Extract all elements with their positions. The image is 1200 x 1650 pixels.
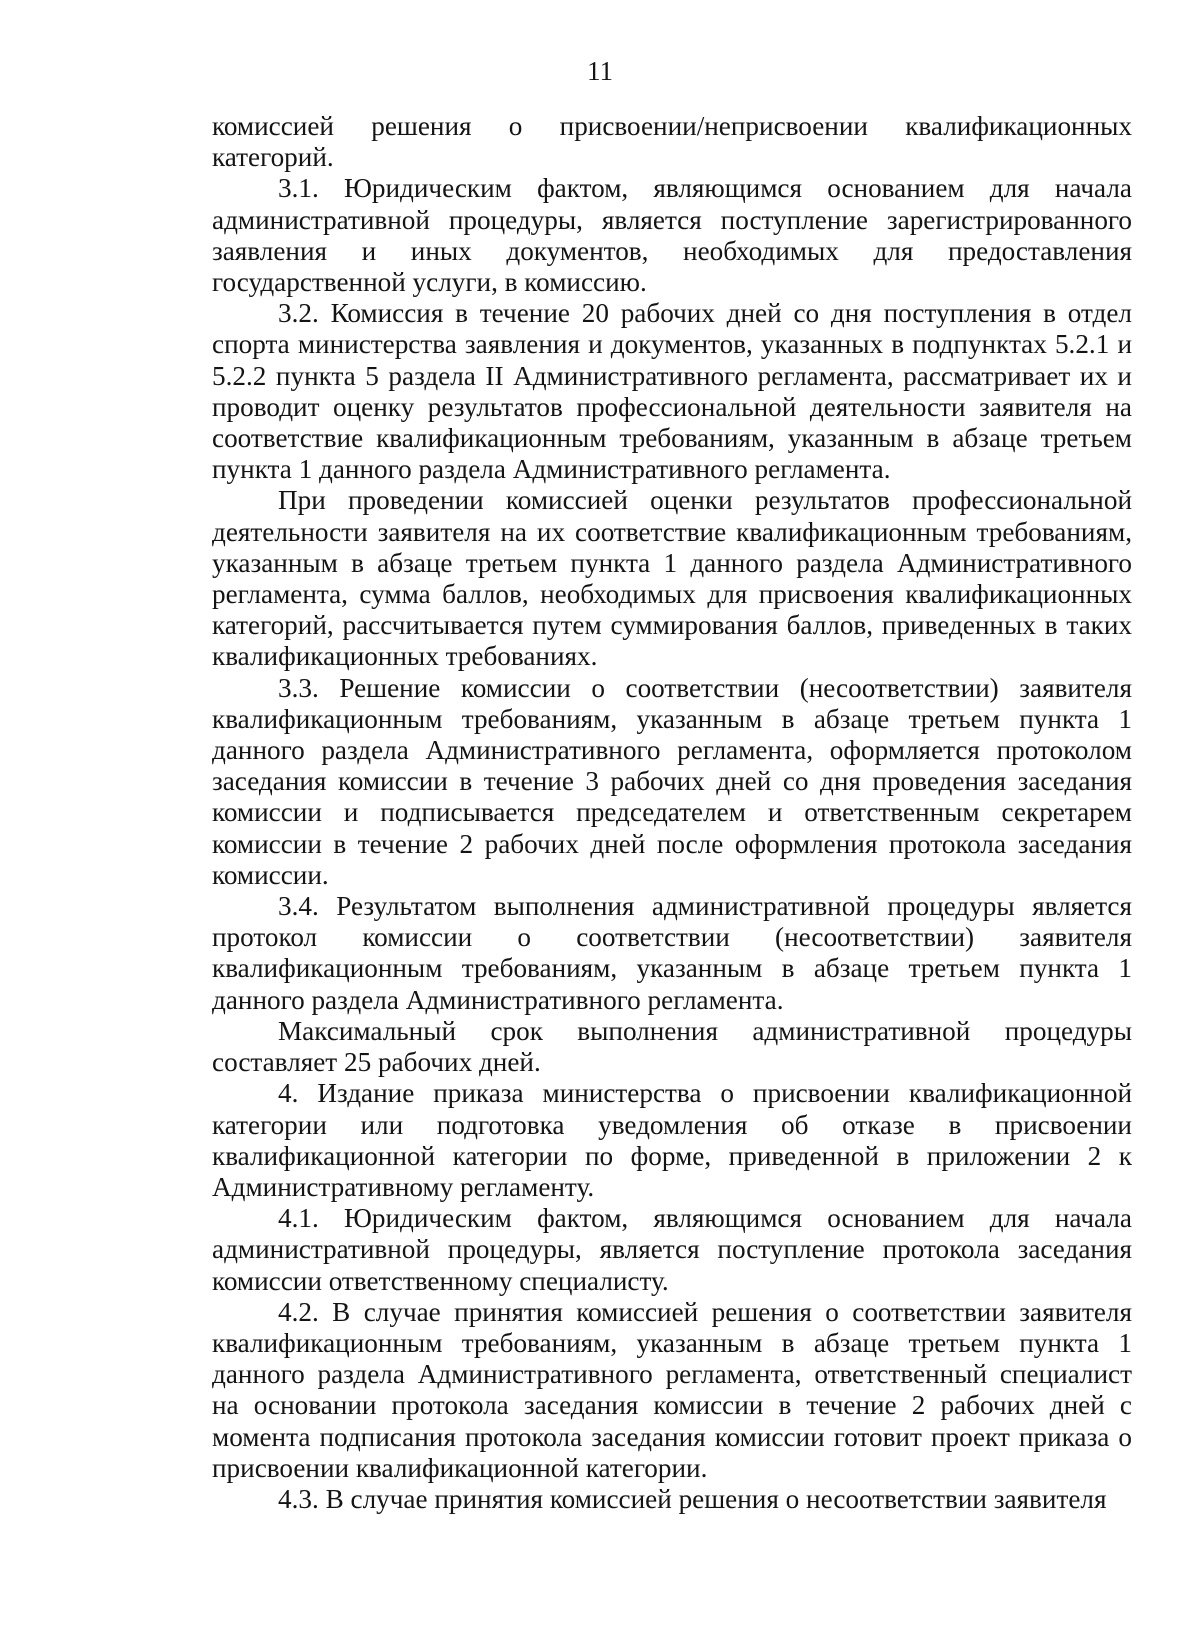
paragraph-3-1: 3.1. Юридическим фактом, являющимся основанием для начала административной процедуры, является поступление зарегистрированного заявления и иных документов, необходимых для предоставления государственной услуги, в комиссию. <box>212 173 1132 298</box>
paragraph-continuation: комиссией решения о присвоении/неприсвоении квалификационных категорий. <box>212 111 1132 173</box>
paragraph-3-2: 3.2. Комиссия в течение 20 рабочих дней со дня поступления в отдел спорта министерства заявления и документов, указанных в подпунктах 5.2.1 и 5.2.2 пункта 5 раздела II Административного регламента, рассматривает их и проводит оценку результатов профессиональной деятельности заявителя на соответствие квалификационным требованиям, указанным в абзаце третьем пункта 1 данного раздела Административного регламента. <box>212 298 1132 485</box>
paragraph-3-3: 3.3. Решение комиссии о соответствии (несоответствии) заявителя квалификационным требованиям, указанным в абзаце третьем пункта 1 данного раздела Административного регламента, оформляется протоколом заседания комиссии в течение 3 рабочих дней со дня проведения заседания комиссии и подписывается председателем и ответственным секретарем комиссии в течение 2 рабочих дней после оформления протокола заседания комиссии. <box>212 672 1132 890</box>
paragraph-4-2: 4.2. В случае принятия комиссией решения о соответствии заявителя квалификационным требованиям, указанным в абзаце третьем пункта 1 данного раздела Административного регламента, ответственный специалист на основании протокола заседания комиссии в течение 2 рабочих дней с момента подписания протокола заседания комиссии готовит проект приказа о присвоении квалификационной категории. <box>212 1296 1132 1483</box>
paragraph-4-3: 4.3. В случае принятия комиссией решения о несоответствии заявителя <box>278 1483 1107 1514</box>
page-number: 11 <box>587 56 613 86</box>
paragraph-4-1: 4.1. Юридическим фактом, являющимся основанием для начала административной процедуры, является поступление протокола заседания комиссии ответственному специалисту. <box>212 1203 1132 1296</box>
paragraph-3-4: 3.4. Результатом выполнения административной процедуры является протокол комиссии о соответствии (несоответствии) заявителя квалификационным требованиям, указанным в абзаце третьем пункта 1 данного раздела Административного регламента. <box>212 891 1132 1015</box>
paragraph-3-2-scoring: При проведении комиссией оценки результатов профессиональной деятельности заявителя на их соответствие квалификационным требованиям, указанным в абзаце третьем пункта 1 данного раздела Административного регламента, сумма баллов, необходимых для присвоения квалификационных категорий, рассчитывается путем суммирования баллов, приведенных в таких квалификационных требованиях. <box>212 485 1132 672</box>
paragraph-4: 4. Издание приказа министерства о присвоении квалификационной категории или подготовка уведомления об отказе в присвоении квалификационной категории по форме, приведенной в приложении 2 к Административному регламенту. <box>212 1078 1132 1202</box>
paragraph-3-max-term: Максимальный срок выполнения административной процедуры составляет 25 рабочих дней. <box>212 1015 1132 1078</box>
document-body <box>212 111 1132 1515</box>
